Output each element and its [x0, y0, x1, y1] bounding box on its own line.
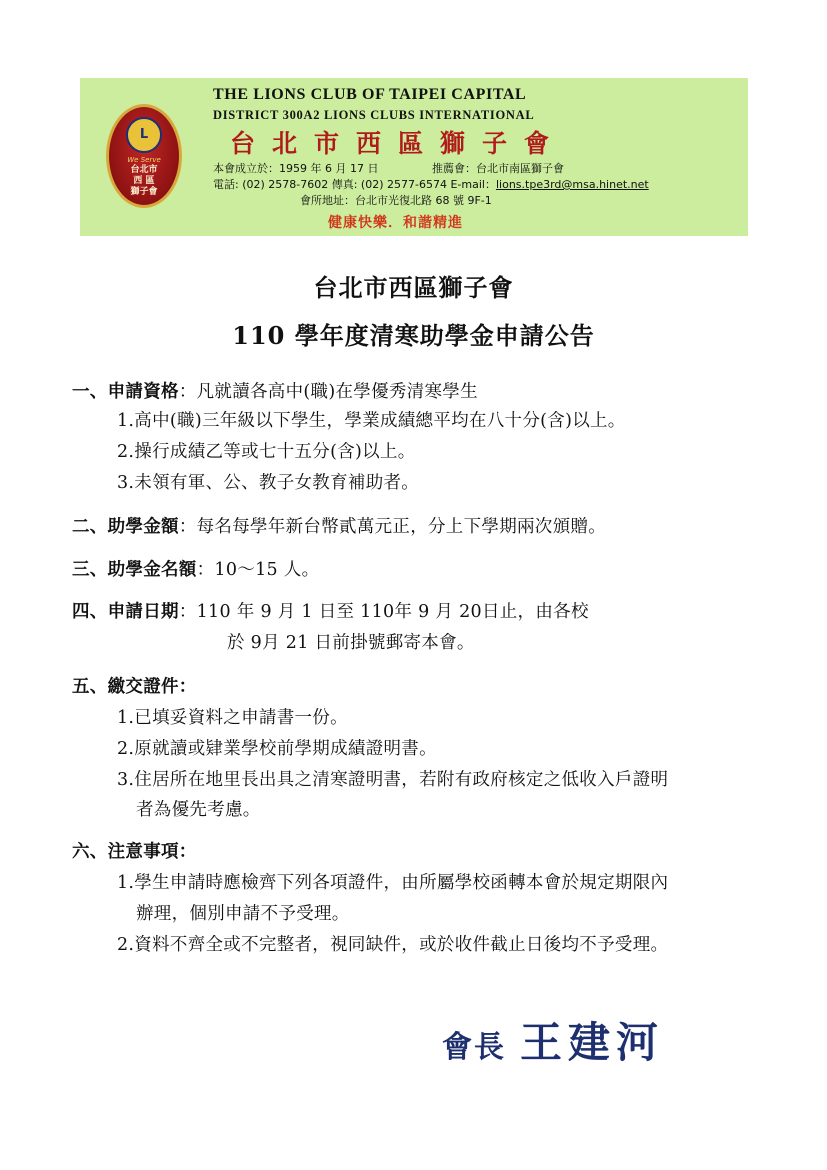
list-item: 2.原就讀或肄業學校前學期成績證明書。 [117, 739, 437, 759]
list-item: 1.高中(職)三年級以下學生，學業成績總平均在八十分(含)以上。 [117, 411, 626, 431]
section-notes-label: 六、注意事項： [72, 842, 197, 862]
president-signature [442, 1010, 664, 1070]
club-address: 會所地址：台北市光復北路 68 號 9F-1 [300, 194, 492, 207]
club-emblem [106, 104, 182, 208]
section-text: ：凡就讀各高中(職)在學優秀清寒學生 [178, 382, 478, 402]
list-item-continued: 辦理，個別申請不予受理。 [136, 904, 350, 924]
emblem-name-line-3: 獅子會 [130, 187, 158, 197]
club-motto: 健康快樂．和諧精進 [328, 215, 463, 231]
list-item: 2.操行成績乙等或七十五分(含)以上。 [117, 442, 416, 462]
phone-fax: 電話: (02) 2578-7602 傳真: (02) 2577-6574 [213, 178, 447, 191]
section-text: ：每名每學年新台幣貳萬元正，分上下學期兩次頒贈。 [178, 517, 607, 537]
letterhead [80, 78, 748, 236]
section-text: ：10～15 人。 [196, 560, 320, 580]
section-dates [72, 598, 589, 623]
list-item: 3.未領有軍、公、教子女教育補助者。 [117, 473, 420, 493]
contact-line [213, 176, 649, 192]
emblem-name-line-2: 西 區 [133, 176, 155, 186]
list-item-continued: 者為優先考慮。 [136, 800, 261, 820]
emblem-letter: L [139, 127, 149, 142]
list-item: 1.學生申請時應檢齊下列各項證件，由所屬學校函轉本會於規定期限內 [117, 873, 669, 893]
signature-title: 會長 [442, 1030, 506, 1065]
email-label: E-mail： [450, 178, 496, 191]
section-quota [72, 556, 319, 581]
emblem-name-line-1: 台北市 [130, 165, 158, 175]
emblem-name [109, 165, 179, 198]
lions-logo-icon [126, 117, 162, 153]
sponsor-club: 推薦會：台北市南區獅子會 [432, 162, 564, 175]
section-label: 四、申請日期 [72, 602, 179, 622]
page-subtitle: 110 學年度清寒助學金申請公告 [232, 321, 595, 350]
list-item: 3.住居所在地里長出具之清寒證明書，若附有政府核定之低收入戶證明 [117, 770, 669, 790]
list-item: 1.已填妥資料之申請書一份。 [117, 708, 348, 728]
club-chinese-name: 台北市西區獅子會 [230, 129, 567, 158]
section-label: 一、申請資格 [72, 382, 179, 402]
section-eligibility [72, 378, 478, 403]
section-dates-continued: 於 9月 21 日前掛號郵寄本會。 [227, 633, 475, 653]
section-amount [72, 513, 606, 538]
section-documents-label: 五、繳交證件： [72, 677, 197, 697]
emblem-motto: We Serve [127, 156, 161, 164]
founded-date: 本會成立於：1959 年 6 月 17 日 [213, 162, 379, 175]
page-title: 台北市西區獅子會 [313, 273, 514, 302]
signature-name: 王建河 [520, 1018, 665, 1067]
section-label: 二、助學金額 [72, 517, 179, 537]
section-text: ：110 年 9 月 1 日至 110年 9 月 20日止，由各校 [178, 602, 589, 622]
list-item: 2.資料不齊全或不完整者，視同缺件，或於收件截止日後均不予受理。 [117, 935, 669, 955]
district-name: DISTRICT 300A2 LIONS CLUBS INTERNATIONAL [213, 108, 535, 122]
club-english-name: THE LIONS CLUB OF TAIPEI CAPITAL [213, 86, 527, 103]
email-address: lions.tpe3rd@msa.hinet.net [495, 178, 649, 191]
section-label: 三、助學金名額 [72, 560, 197, 580]
